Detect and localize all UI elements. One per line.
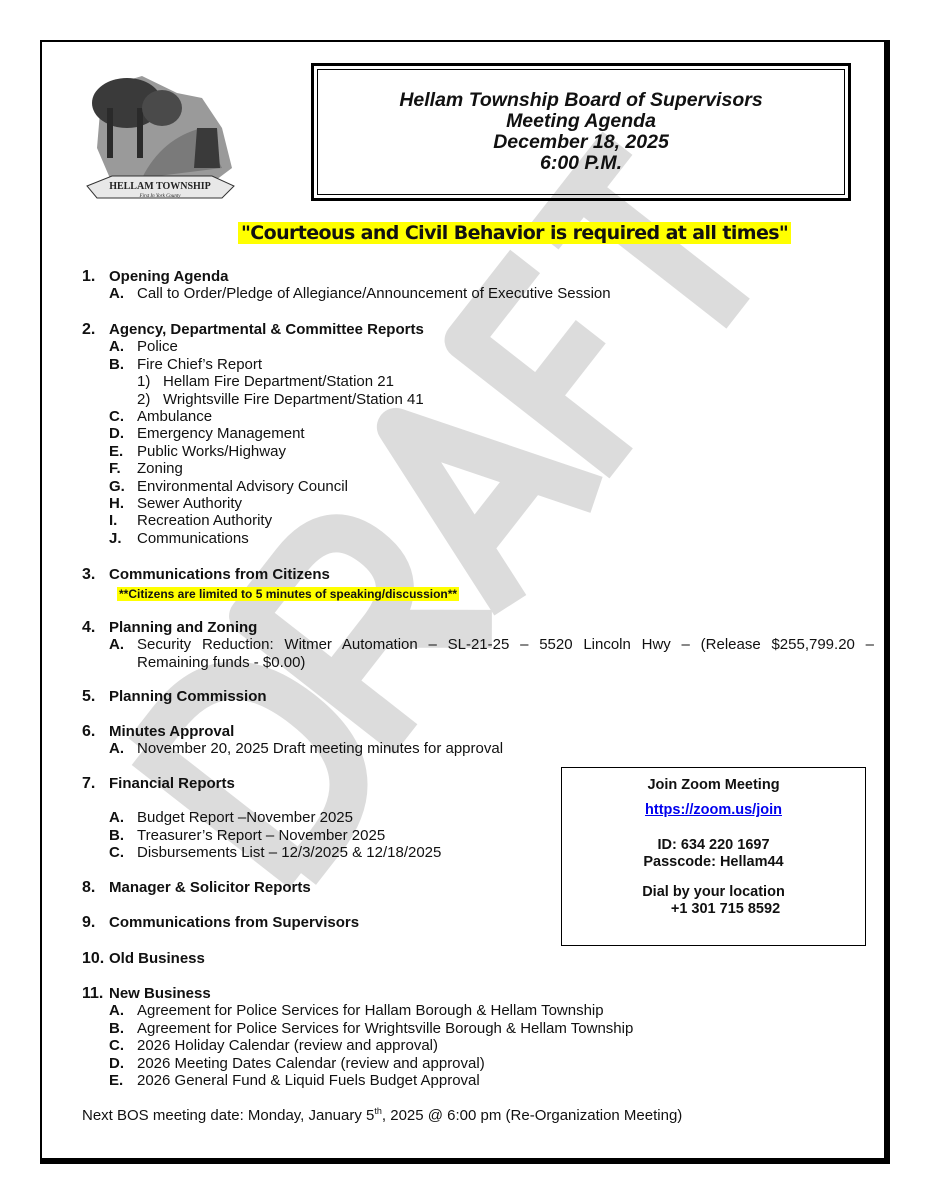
agenda-section xyxy=(82,775,441,862)
title-box xyxy=(311,63,851,201)
item-text: Sewer Authority xyxy=(137,495,243,513)
agenda-section xyxy=(82,914,359,931)
section-number: 10. xyxy=(82,950,105,967)
next-meeting-text-end: , 2025 @ 6:00 pm (Re-Organization Meeting) xyxy=(381,1107,683,1124)
agenda-item xyxy=(82,408,424,425)
item-letter: B. xyxy=(109,1019,124,1037)
dial-number: +1 301 715 8592 xyxy=(670,901,781,917)
agenda-section xyxy=(82,879,311,896)
item-text: November 20, 2025 Draft meeting minutes for approval xyxy=(137,740,504,758)
section-title: Planning and Zoning xyxy=(109,619,258,636)
item-letter: I. xyxy=(109,512,118,530)
item-text: Agreement for Police Services for Wrightsville Borough & Hellam Township xyxy=(137,1019,634,1037)
item-letter: E. xyxy=(109,1072,124,1090)
agenda-section xyxy=(82,321,424,547)
zoom-heading: Join Zoom Meeting xyxy=(647,777,780,793)
section-title: Agency, Departmental & Committee Reports xyxy=(109,321,424,338)
item-text: Emergency Management xyxy=(137,425,305,443)
item-letter: A. xyxy=(109,338,124,356)
section-number: 9. xyxy=(82,914,96,931)
dial-label: Dial by your location xyxy=(642,884,785,900)
section-title: Planning Commission xyxy=(109,688,267,705)
agenda-item xyxy=(82,460,424,477)
item-text: Treasurer’s Report – November 2025 xyxy=(137,826,386,844)
section-number: 1. xyxy=(82,268,96,285)
agenda-section xyxy=(82,950,205,967)
item-text: Agreement for Police Services for Hallam Borough & Hellam Township xyxy=(137,1002,604,1020)
item-letter: D. xyxy=(109,425,124,443)
agenda-section xyxy=(82,985,633,1089)
item-text: Police xyxy=(137,338,178,356)
item-text: Budget Report –November 2025 xyxy=(137,809,353,827)
agenda-item xyxy=(82,443,424,460)
section-number: 3. xyxy=(82,566,96,583)
agenda-item xyxy=(82,844,441,861)
item-letter: C. xyxy=(109,1037,124,1055)
agenda-item xyxy=(82,636,877,671)
section-title: Minutes Approval xyxy=(109,723,235,740)
item-letter: A. xyxy=(109,740,124,758)
section-number: 5. xyxy=(82,688,96,705)
agenda-item xyxy=(82,425,424,442)
item-letter: J. xyxy=(109,529,122,547)
section-title: Communications from Supervisors xyxy=(109,914,360,931)
agenda-item xyxy=(82,1072,633,1089)
next-meeting-text: Next BOS meeting date: Monday, January 5 xyxy=(82,1107,375,1124)
item-letter: A. xyxy=(109,1002,124,1020)
item-letter: C. xyxy=(109,408,124,426)
item-letter: A. xyxy=(109,285,124,303)
agenda-section xyxy=(82,619,877,671)
citizen-time-note: **Citizens are limited to 5 minutes of speaking/discussion** xyxy=(119,587,458,602)
item-letter: E. xyxy=(109,442,124,460)
item-number: 2) xyxy=(137,390,151,408)
agenda-item xyxy=(82,478,424,495)
agenda-item xyxy=(82,1020,633,1037)
agenda-item xyxy=(82,338,424,355)
item-letter: H. xyxy=(109,495,124,513)
agenda-section xyxy=(82,268,611,303)
item-text: Ambulance xyxy=(137,408,213,426)
section-title: Old Business xyxy=(109,950,205,967)
meeting-date: December 18, 2025 xyxy=(493,131,669,153)
agenda-item xyxy=(82,495,424,512)
agenda-item xyxy=(82,373,424,390)
section-title: Opening Agenda xyxy=(109,268,229,285)
board-title: Hellam Township Board of Supervisors xyxy=(399,89,763,111)
section-title: New Business xyxy=(109,985,211,1002)
section-number: 6. xyxy=(82,723,96,740)
item-text: Hellam Fire Department/Station 21 xyxy=(163,373,394,391)
item-text: Communications xyxy=(137,529,249,547)
agenda-section xyxy=(82,723,503,758)
agenda-item xyxy=(82,740,503,757)
section-number: 2. xyxy=(82,321,96,338)
section-number: 4. xyxy=(82,619,96,636)
item-text: Zoning xyxy=(137,460,183,478)
svg-text:First In York County: First In York County xyxy=(139,194,181,199)
item-text: Disbursements List – 12/3/2025 & 12/18/2025 xyxy=(137,844,442,862)
section-title: Manager & Solicitor Reports xyxy=(109,879,311,896)
agenda-item xyxy=(82,530,424,547)
item-letter: F. xyxy=(109,460,121,478)
zoom-passcode: Passcode: Hellam44 xyxy=(643,854,784,870)
agenda-item xyxy=(82,391,424,408)
section-title: Communications from Citizens xyxy=(109,566,330,583)
meeting-time: 6:00 P.M. xyxy=(539,152,623,174)
item-text: 2026 Meeting Dates Calendar (review and approval) xyxy=(137,1054,485,1072)
next-meeting xyxy=(82,1106,682,1124)
item-letter: C. xyxy=(109,844,124,862)
zoom-id: ID: 634 220 1697 xyxy=(657,837,770,853)
township-logo xyxy=(82,68,238,204)
agenda-item xyxy=(82,356,424,373)
agenda-item xyxy=(82,512,424,529)
item-letter: A. xyxy=(109,809,124,827)
section-number: 7. xyxy=(82,775,96,792)
zoom-info-box xyxy=(561,767,866,946)
item-letter: G. xyxy=(109,477,125,495)
item-text: Fire Chief’s Report xyxy=(137,355,263,373)
document-title: Meeting Agenda xyxy=(506,110,656,132)
section-number: 11. xyxy=(82,985,104,1002)
agenda-item xyxy=(82,1037,633,1054)
item-text: Public Works/Highway xyxy=(137,442,286,460)
item-text-continued: Remaining funds - $0.00) xyxy=(137,653,306,671)
item-text: Call to Order/Pledge of Allegiance/Announcement of Executive Session xyxy=(137,285,611,303)
agenda-item xyxy=(82,1055,633,1072)
agenda-section xyxy=(82,688,267,705)
item-letter: D. xyxy=(109,1054,124,1072)
item-text: Environmental Advisory Council xyxy=(137,477,348,495)
section-number: 8. xyxy=(82,879,96,896)
agenda-section xyxy=(82,566,459,604)
agenda-item xyxy=(82,809,441,826)
zoom-link[interactable]: https://zoom.us/join xyxy=(645,802,782,818)
agenda-item xyxy=(82,827,441,844)
item-text: 2026 General Fund & Liquid Fuels Budget Approval xyxy=(137,1072,480,1090)
svg-text:HELLAM TOWNSHIP: HELLAM TOWNSHIP xyxy=(109,181,211,192)
item-number: 1) xyxy=(137,373,151,391)
item-letter: A. xyxy=(109,636,124,654)
item-text: Wrightsville Fire Department/Station 41 xyxy=(163,390,424,408)
item-letter: B. xyxy=(109,826,124,844)
item-letter: B. xyxy=(109,355,124,373)
item-text: Security Reduction: Witmer Automation – SL-21-25 – 5520 Lincoln Hwy – (Release $255,799.20 – xyxy=(137,636,874,654)
item-text: 2026 Holiday Calendar (review and approval) xyxy=(137,1037,439,1055)
agenda-item xyxy=(82,1002,633,1019)
section-title: Financial Reports xyxy=(109,775,235,792)
courtesy-notice: "Courteous and Civil Behavior is required at all times" xyxy=(238,222,791,244)
item-text: Recreation Authority xyxy=(137,512,273,530)
ordinal-suffix: th xyxy=(374,1106,382,1116)
agenda-item xyxy=(82,285,611,302)
